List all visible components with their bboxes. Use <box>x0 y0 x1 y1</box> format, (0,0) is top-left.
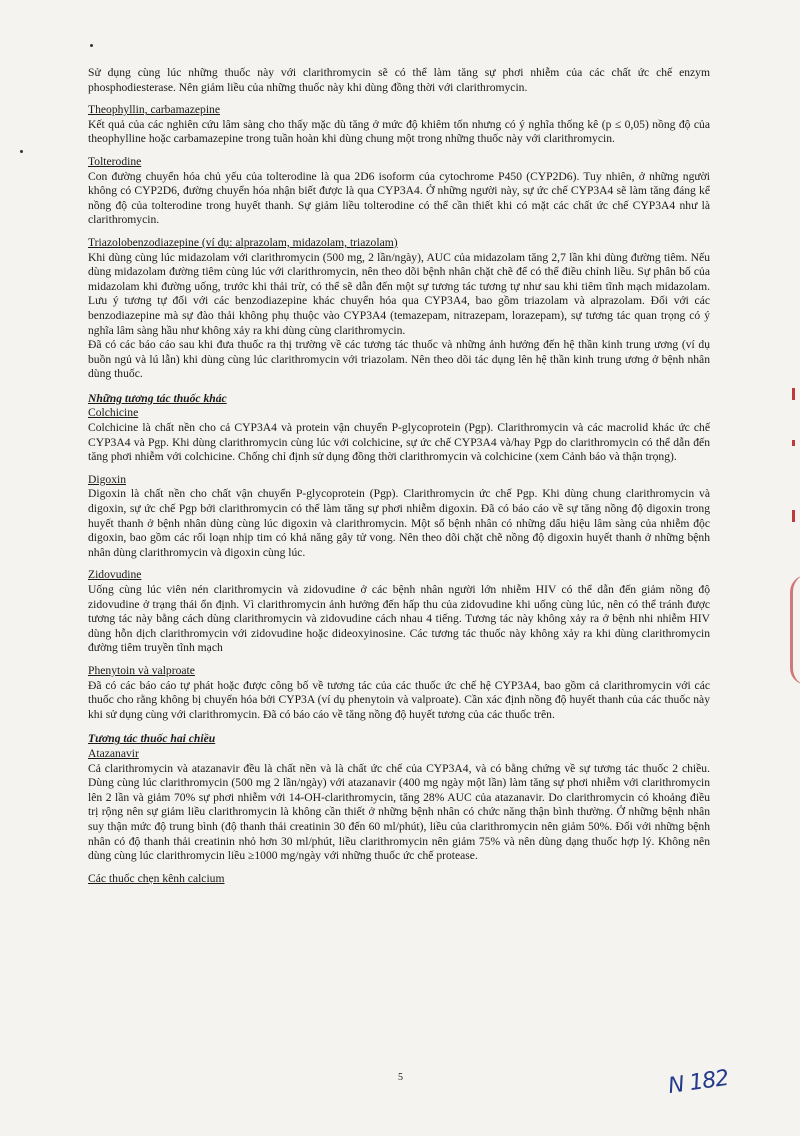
section-heading: Atazanavir <box>88 746 139 760</box>
scan-speck <box>90 44 93 47</box>
handwritten-page-note: N 182 <box>666 1065 730 1100</box>
section-body: Digoxin là chất nền cho chất vận chuyển P-glycoprotein (Pgp). Clarithromycin ức chế Pgp. Khi dùng chung clarithromycin và digoxin, sự ức chế Pgp bởi clarithromycin có thể làm tăng sự phơi nhiễm digoxin. Đã có báo cáo về sự tăng nồng độ digoxin trong huyết thanh ở bệnh nhân dùng cùng lúc digoxin và clarithromycin. Một số bệnh nhân có những dấu hiệu lâm sàng của nhiễm độc digoxin, bao gồm các rối loạn nhịp tim có khả năng gây tử vong. Nên theo dõi chặt chẽ nồng độ digoxin huyết thanh ở những bệnh nhân dùng clarithromycin và digoxin cùng lúc. <box>88 487 710 559</box>
subsection-phenytoin <box>88 664 710 722</box>
margin-mark <box>792 388 795 400</box>
document-page <box>88 66 710 886</box>
section-body: Con đường chuyển hóa chủ yếu của tolterodine là qua 2D6 isoform của cytochrome P450 (CYP2D6). Tuy nhiên, ở những người không có CYP2D6, đường chuyển hóa nhận biết được là qua CYP3A4. Ở những người này, sự ức chế CYP3A4 sẽ làm tăng đáng kể nồng độ của tolterodine trong huyết thanh. Sự giảm liều tolterodine có thể cần thiết khi có mặt các chất ức chế CYP3A4 như là clarithromycin. <box>88 169 710 227</box>
margin-binding-marks <box>788 380 800 740</box>
section-other-interactions <box>88 392 710 722</box>
section-bidirectional-interactions <box>88 732 710 886</box>
section-theophyllin <box>88 103 710 147</box>
section-heading: Zidovudine <box>88 568 142 582</box>
section-body: Cả clarithromycin và atazanavir đều là chất nền và là chất ức chế của CYP3A4, và có bằng chứng về sự tương tác thuốc 2 chiều. Dùng cùng lúc clarithromycin (500 mg 2 lần/ngày) với atazanavir (400 mg ngày một lần) làm tăng sự phơi nhiễm với clarithromycin lên 2 lần và giảm 70% sự phơi nhiễm với 14-OH-clarithromycin, tăng 28% AUC của atazanavir. Do clarithromycin có khoảng điều trị rộng nên sự giảm liều clarithromycin là không cần thiết ở những bệnh nhân có chức năng thận bình thường. Ở những bệnh nhân suy thận mức độ trung bình (độ thanh thải creatinin 30 đến 60 ml/phút), liều của clarithromycin nên giảm 50%. Đối với những bệnh nhân có độ thanh thải creatinin nhỏ hơn 30 ml/phút, liều clarithromycin nên giảm 75% và nên dùng dạng thuốc hợp lý. Không nên dùng cùng lúc clarithromycin liều ≥1000 mg/ngày với những thuốc ức chế protease. <box>88 761 710 863</box>
subsection-digoxin <box>88 473 710 561</box>
section-body: Colchicine là chất nền cho cả CYP3A4 và protein vận chuyển P-glycoprotein (Pgp). Clarithromycin và các macrolid khác ức chế CYP3A4 và Pgp. Khi dùng clarithromycin cùng lúc với colchicine, sự ức chế CYP3A4 và/hay Pgp do clarithromycin có thể dẫn đến tăng phơi nhiễm với colchicine. Chống chỉ định sử dụng đồng thời clarithromycin và colchicine (xem Cảnh báo và thận trọng). <box>88 421 710 464</box>
section-body: Đã có các báo cáo tự phát hoặc được công bố về tương tác của các thuốc ức chế hệ CYP3A4, bao gồm cả clarithromycin với các thuốc cho rằng không bị chuyển hóa bởi CYP3A (ví dụ phenytoin và valproate). Cần xác định nồng độ huyết thanh của các thuốc này khi sử dụng cùng với clarithromycin. Đã có báo cáo về tăng nồng độ huyết tương của các thuốc trên. <box>88 678 710 721</box>
stamp-edge <box>790 575 800 685</box>
page-number: 5 <box>398 1072 403 1083</box>
subsection-calcium <box>88 872 710 887</box>
section-heading: Digoxin <box>88 472 127 486</box>
section-heading: Các thuốc chẹn kênh calcium <box>88 871 225 885</box>
scan-speck <box>20 150 23 153</box>
section-body: Khi dùng cùng lúc midazolam với clarithromycin (500 mg, 2 lần/ngày), AUC của midazolam tăng 2,7 lần khi dùng đường tiêm. Nếu dùng midazolam đường tiêm cùng lúc với clarithromycin, nên theo dõi bệnh nhân chặt chẽ để có thể điều chỉnh liều. Sự phân bố của midazolam khi đường uống, trước khi thải trừ, có thể sẽ dẫn đến một sự tương tác tương tự như sau khi tiêm tĩnh mạch midazolam. Lưu ý tương tự đối với các benzodiazepine khác chuyển hóa qua CYP3A4, bao gồm triazolam và alprazolam. Đối với các benzodiazepine mà sự đào thải không phụ thuộc vào CYP3A4 (temazepam, nitrazepam, lorazepam), sự tương tác quan trọng có ý nghĩa lâm sàng hầu như không xảy ra khi dùng cùng clarithromycin. <box>88 250 710 337</box>
section-triazolobenzodiazepine <box>88 236 710 382</box>
section-heading: Phenytoin và valproate <box>88 663 195 677</box>
section-heading: Theophyllin, carbamazepine <box>88 103 220 117</box>
section-heading: Tolterodine <box>88 154 142 168</box>
margin-mark <box>792 510 795 522</box>
section-heading: Triazolobenzodiazepine (ví dụ: alprazolam, midazolam, triazolam) <box>88 235 398 249</box>
section-heading: Colchicine <box>88 406 139 420</box>
section-tolterodine <box>88 155 710 228</box>
intro-paragraph: Sử dụng cùng lúc những thuốc này với clarithromycin sẽ có thể làm tăng sự phơi nhiễm của các chất ức chế enzym phosphodiesterase. Nên giảm liều của những thuốc này khi dùng đồng thời với clarithromycin. <box>88 66 710 94</box>
subsection-zidovudine <box>88 568 710 656</box>
section-body: Uống cùng lúc viên nén clarithromycin và zidovudine ở các bệnh nhân người lớn nhiễm HIV có thể dẫn đến giảm nồng độ zidovudine ở trạng thái ổn định. Vì clarithromycin ảnh hưởng đến hấp thu của zidovudine khi uống cùng lúc, nên có thể tránh được tương tác này bằng cách dùng clarithromycin và zidovudine cách nhau 4 tiếng. Tương tác này không xảy ra ở bệnh nhi nhiễm HIV dùng hỗn dịch clarithromycin với zidovudine hoặc dideoxyinosine. Các tương tác thuốc này không xảy ra khi dùng clarithromycin đường tiêm truyền tĩnh mạch <box>88 583 710 655</box>
section-body: Kết quả của các nghiên cứu lâm sàng cho thấy mặc dù tăng ở mức độ khiêm tốn nhưng có ý nghĩa thống kê (p ≤ 0,05) nồng độ của theophylline hoặc carbamazepine trong tuần hoàn khi dùng chung một trong những thuốc này với clarithromycin. <box>88 117 710 146</box>
major-heading: Tương tác thuốc hai chiều <box>88 732 216 746</box>
margin-mark <box>792 440 795 446</box>
major-heading: Những tương tác thuốc khác <box>88 391 227 405</box>
section-body: Đã có các báo cáo sau khi đưa thuốc ra thị trường về các tương tác thuốc và những ảnh hưởng đến hệ thần kinh trung ương (ví dụ buồn ngủ và lú lẫn) khi dùng cùng lúc clarithromycin với triazolam. Nên theo dõi tác dụng lên hệ thần kinh trung ương ở bệnh nhân dùng thuốc. <box>88 338 710 381</box>
